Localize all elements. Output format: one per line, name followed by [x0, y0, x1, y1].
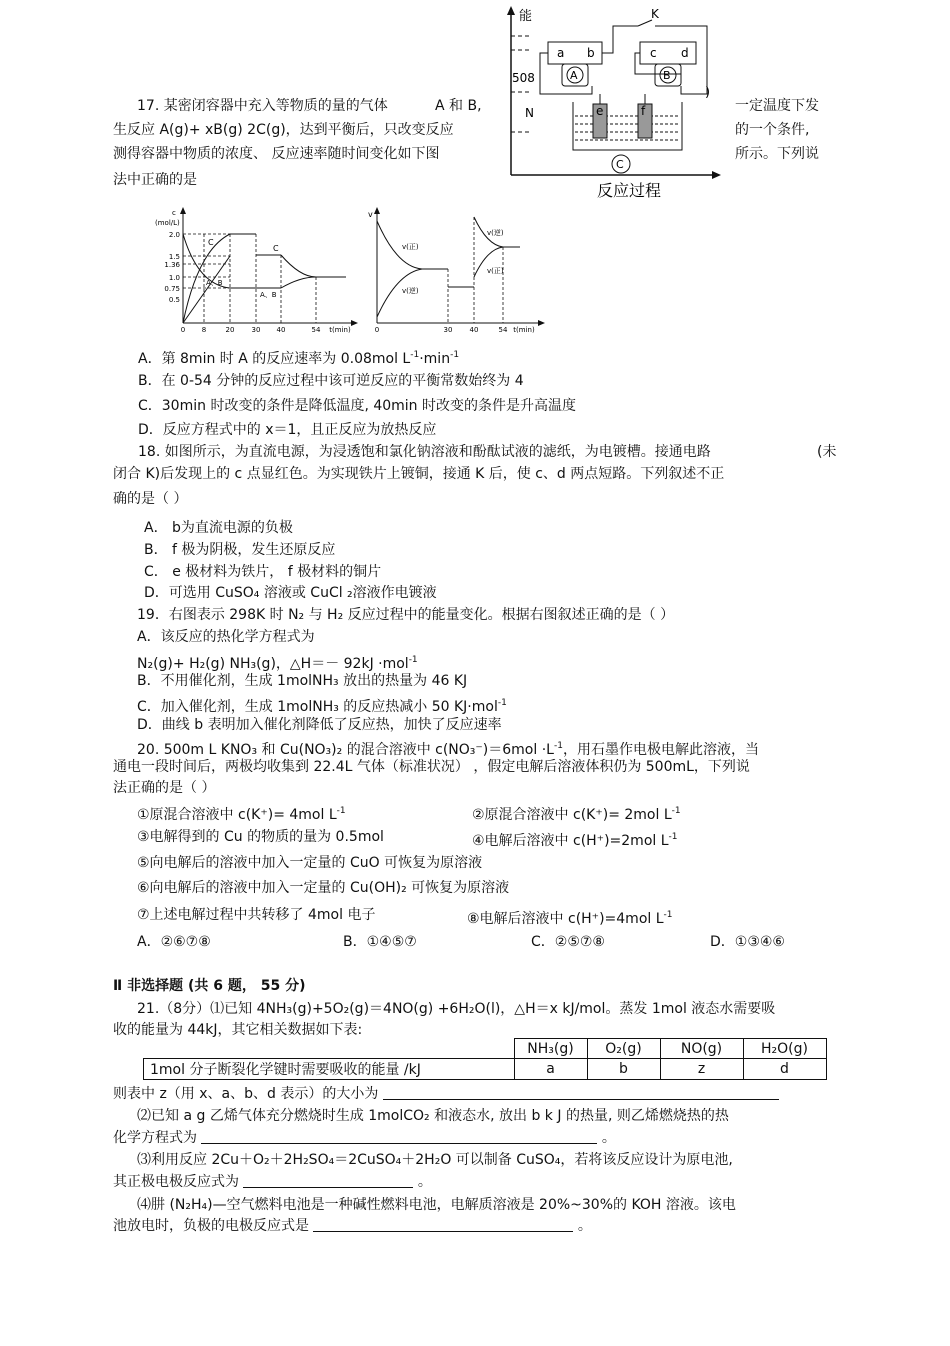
q20-statement-6: ⑥向电解后的溶液中加入一定量的 Cu(OH)₂ 可恢复为原溶液 [137, 880, 510, 896]
q20-line3: 法正确的是（ ） [113, 780, 216, 796]
answer-blank-z[interactable] [383, 1085, 779, 1100]
q17-line1c: 一定温度下发 [735, 98, 819, 114]
ytick-1-36: 1.36 [164, 261, 180, 269]
q20-statement-2: ②原混合溶液中 c(K⁺)= 2mol $L^{-1}$ [472, 806, 681, 823]
q21-part4-line1: ⑷肼 (N₂H₄)—空气燃料电池是一种碱性燃料电池，电解质溶液是 20%~30%的 KOH 溶液。该电 [137, 1197, 736, 1213]
q20-line1: 20. 500m L KNO₃ 和 Cu(NO₃)₂ 的混合溶液中 $c(NO_3^-)=6mol \cdot L^{-1}$，用石墨作电极电解此溶液，当 [137, 741, 759, 758]
q19-option-c: C．加入催化剂，生成 1molNH₃ 的反应热减小 50 KJ·mol$^{-1}$ [137, 698, 507, 715]
q17-line3a: 测得容器中物质的浓度、 反应速率随时间变化如下图 [113, 146, 440, 162]
q21-part2-line1: ⑵已知 a g 乙烯气体充分燃烧时生成 1molCO₂ 和液态水, 放出 b k J 的热量, 则乙烯燃烧热的热 [137, 1108, 729, 1124]
q19-equation: N₂(g)+ H₂(g) NH₃(g)，△H＝－ 92kJ ·mol$^{-1}$ [137, 655, 418, 672]
q21-line3: 则表中 z（用 x、a、b、d 表示）的大小为 [113, 1085, 779, 1103]
plating-cell-c-label: C [616, 158, 624, 171]
q20-choice-c: C．②⑤⑦⑧ [531, 934, 605, 950]
q17-option-d: D．反应方程式中的 x＝1，且正反应为放热反应 [138, 422, 437, 438]
q18-line1b: (未 [817, 444, 837, 460]
q20-statement-1: ①原混合溶液中 c(K⁺)= 4mol $L^{-1}$ [137, 806, 346, 823]
ytick-1-5: 1.5 [168, 253, 180, 261]
filter-paper-b-label: B [663, 69, 671, 82]
q17-line2a: 生反应 A(g)+ xB(g) 2C(g)，达到平衡后，只改变反应 [113, 122, 454, 138]
table-row [144, 1059, 827, 1080]
table-header-o2: O₂(g) [587, 1039, 660, 1059]
graph-c-axis-c: c [172, 209, 176, 217]
bond-energy-table [143, 1038, 827, 1080]
q19-line1: 19．右图表示 298K 时 N₂ 与 H₂ 反应过程中的能量变化。根据右图叙述正确的是（ ） [137, 607, 675, 623]
vtick-0: 0 [374, 326, 380, 334]
graph-c-label-ab1: A、B [206, 279, 223, 287]
ytick-1-0: 1.0 [168, 274, 180, 282]
q17-line3b: 所示。下列说 [735, 146, 819, 162]
energy-axis-label: 能 [519, 9, 533, 24]
graph-c-label-c1: C [208, 238, 214, 247]
part2-title: Ⅱ 非选择题 (共 6 题， 55 分) [113, 978, 306, 994]
graph-v-label-vn2: v(逆) [487, 229, 504, 237]
q20-choice-a: A．②⑥⑦⑧ [137, 934, 211, 950]
vtick-40: 40 [469, 326, 479, 334]
xtick-54: 54 [311, 326, 321, 334]
energy-x-label: 反应过程 [597, 181, 662, 200]
energy-value-n: N [525, 106, 534, 120]
q20-statement-7: ⑦上述电解过程中共转移了 4mol 电子 [137, 907, 376, 923]
vtick-54: 54 [498, 326, 508, 334]
q17-line4: 法中正确的是 [113, 172, 197, 188]
graph-v-x-label: t(min) [513, 326, 535, 334]
q17-option-a: A．第 8min 时 A 的反应速率为 0.08mol $L^{-1}\cdot\min^{-1}$ [138, 350, 460, 367]
ytick-2-0: 2.0 [168, 231, 180, 239]
graph-c-label-ab2: A、B [260, 291, 277, 299]
q21-part2-line2: 化学方程式为 。 [113, 1130, 616, 1146]
q20-statement-5: ⑤向电解后的溶液中加入一定量的 CuO 可恢复为原溶液 [137, 855, 483, 871]
answer-blank-cathode[interactable] [243, 1173, 413, 1188]
q17-option-b: B．在 0-54 分钟的反应过程中该可逆反应的平衡常数始终为 4 [138, 373, 524, 389]
table-header-row [144, 1039, 827, 1059]
xtick-30: 30 [251, 326, 261, 334]
graph-c-unit: (mol/L) [155, 219, 180, 227]
graph-v-label-vz1: v(正) [402, 243, 419, 251]
figure-paren: ) [705, 85, 711, 100]
q18-line2: 闭合 K)后发现上的 c 点显红色。为实现铁片上镀铜，接通 K 后，使 c、d 两点短路。下列叙述不正 [113, 466, 725, 482]
graph-v-label-vn1: v(逆) [402, 287, 419, 295]
rate-time-graph [362, 205, 547, 340]
q20-choice-d: D．①③④⑥ [710, 934, 785, 950]
q17-line2b: 的一个条件, [735, 122, 810, 138]
electrode-e-label: e [596, 104, 604, 118]
concentration-time-graph [150, 205, 360, 340]
q20-statement-4: ④电解后溶液中 c(H⁺)=2mol $L^{-1}$ [472, 832, 678, 849]
table-cell-a: a [514, 1059, 587, 1080]
q17-option-c: C．30min 时改变的条件是降低温度, 40min 时改变的条件是升高温度 [138, 398, 577, 414]
switch-k-label: K [651, 7, 659, 21]
vtick-30: 30 [443, 326, 453, 334]
q19-option-a: A．该反应的热化学方程式为 [137, 629, 315, 645]
q21-line1: 21.（8分）⑴已知 4NH₃(g)+5O₂(g)＝4NO(g) +6H₂O(l)，△H＝x kJ/mol。蒸发 1mol 液态水需要吸 [137, 1001, 776, 1017]
terminal-b: b [587, 46, 595, 60]
table-cell-b: b [587, 1059, 660, 1080]
table-header-h2o: H₂O(g) [743, 1039, 826, 1059]
terminal-c: c [650, 46, 657, 60]
xtick-0: 0 [180, 326, 186, 334]
q21-part4-line2: 池放电时，负极的电极反应式是 。 [113, 1218, 592, 1234]
table-header-no: NO(g) [660, 1039, 743, 1059]
q18-option-a: A． b为直流电源的负极 [144, 520, 293, 536]
q19-option-d: D．曲线 b 表明加入催化剂降低了反应热，加快了反应速率 [137, 717, 502, 733]
q18-line3: 确的是（ ） [113, 491, 188, 507]
table-corner-cell [144, 1039, 515, 1059]
q17-line1b: A 和 B, [435, 98, 482, 114]
q18-line1a: 18. 如图所示，为直流电源，为浸透饱和氯化钠溶液和酚酞试液的滤纸，为电镀槽。接通电路 [138, 444, 711, 460]
q20-line2: 通电一段时间后，两极均收集到 22.4L 气体（标准状况） ，假定电解后溶液体积仍为 500mL，下列说 [113, 759, 750, 775]
answer-blank-anode[interactable] [313, 1217, 573, 1232]
q18-option-d: D．可选用 CuSO₄ 溶液或 CuCl ₂溶液作电镀液 [144, 585, 437, 601]
q19-option-b: B．不用催化剂，生成 1molNH₃ 放出的热量为 46 KJ [137, 673, 468, 689]
q20-statement-3: ③电解得到的 Cu 的物质的量为 0.5mol [137, 829, 384, 845]
q21-part3-line1: ⑶利用反应 2Cu＋O₂＋2H₂SO₄＝2CuSO₄＋2H₂O 可以制备 CuSO₄，若将该反应设计为原电池, [137, 1152, 733, 1168]
ytick-0-5: 0.5 [168, 296, 180, 304]
energy-electroplating-figure [495, 0, 725, 205]
table-cell-d: d [743, 1059, 826, 1080]
xtick-20: 20 [225, 326, 235, 334]
q21-part3-line2: 其正极电极反应式为 。 [113, 1174, 432, 1190]
graph-v-label-vz2: v(正) [487, 267, 504, 275]
q20-statement-8: ⑧电解后溶液中 c(H⁺)=4mol $L^{-1}$ [467, 910, 673, 927]
xtick-40: 40 [276, 326, 286, 334]
graph-c-label-c2: C [273, 244, 279, 253]
q17-line1a: 17. 某密闭容器中充入等物质的量的气体 [137, 98, 388, 114]
q18-option-c: C． e 极材料为铁片， f 极材料的铜片 [144, 564, 382, 580]
table-cell-z: z [660, 1059, 743, 1080]
graph-v-axis-label: v [368, 210, 373, 219]
ytick-0-75: 0.75 [164, 285, 180, 293]
graph-c-x-label: t(min) [329, 326, 351, 334]
q21-line2: 收的能量为 44kJ，其它相关数据如下表: [113, 1022, 363, 1038]
terminal-d: d [681, 46, 689, 60]
terminal-a: a [557, 46, 565, 60]
q20-choice-b: B．①④⑤⑦ [343, 934, 417, 950]
energy-value-508: 508 [512, 71, 535, 85]
q18-option-b: B． f 极为阴极，发生还原反应 [144, 542, 336, 558]
answer-blank-ethylene[interactable] [201, 1129, 597, 1144]
electrode-f-label: f [641, 104, 646, 118]
power-source-a-label: A [570, 69, 578, 82]
table-header-nh3: NH₃(g) [514, 1039, 587, 1059]
table-row-label: 1mol 分子断裂化学键时需要吸收的能量 /kJ [144, 1059, 515, 1080]
xtick-8: 8 [201, 326, 207, 334]
